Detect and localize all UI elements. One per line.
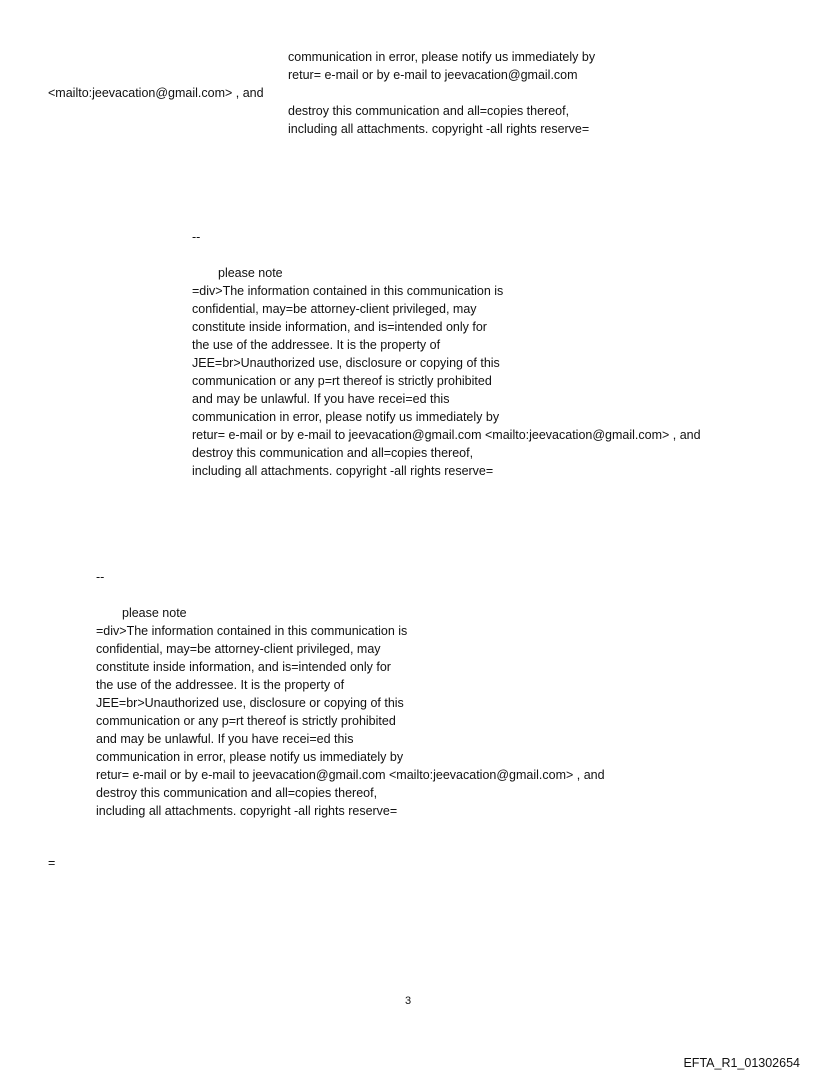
- block3-note: please note: [122, 606, 187, 620]
- block3-line: the use of the addressee. It is the property of: [96, 678, 345, 692]
- block3-line: retur= e-mail or by e-mail to jeevacation@gmail.com <mailto:jeevacation@gmail.com> , and: [96, 768, 605, 782]
- document-id: EFTA_R1_01302654: [683, 1056, 800, 1070]
- block2-line: confidential, may=be attorney-client privileged, may: [192, 302, 477, 316]
- block2-line: retur= e-mail or by e-mail to jeevacation@gmail.com <mailto:jeevacation@gmail.com> , and: [192, 428, 701, 442]
- block3-line: destroy this communication and all=copies thereof,: [96, 786, 378, 800]
- block3-line: communication in error, please notify us immediately by: [96, 750, 404, 764]
- block2-line: constitute inside information, and is=intended only for: [192, 320, 487, 334]
- block3-line: confidential, may=be attorney-client privileged, may: [96, 642, 381, 656]
- block2-body: [192, 282, 701, 480]
- block1-line-1: communication in error, please notify us immediately by: [288, 50, 596, 64]
- block3-line: including all attachments. copyright -all rights reserve=: [96, 804, 398, 818]
- block2-line: communication in error, please notify us immediately by: [192, 410, 500, 424]
- block1-line-4: including all attachments. copyright -all rights reserve=: [288, 122, 590, 136]
- block2-note: please note: [218, 266, 283, 280]
- block2-line: and may be unlawful. If you have recei=ed this: [192, 392, 450, 406]
- block3-line: communication or any p=rt thereof is strictly prohibited: [96, 714, 396, 728]
- block2-line: JEE=br>Unauthorized use, disclosure or copying of this: [192, 356, 500, 370]
- trailing-equals: =: [48, 856, 56, 870]
- page-number: 3: [404, 995, 412, 1007]
- block3-line: =div>The information contained in this communication is: [96, 624, 408, 638]
- block1-outdent-line: <mailto:jeevacation@gmail.com> , and: [48, 86, 264, 100]
- block3-line: JEE=br>Unauthorized use, disclosure or copying of this: [96, 696, 404, 710]
- block3-body: [96, 622, 605, 820]
- block1-line-2: retur= e-mail or by e-mail to jeevacation@gmail.com: [288, 68, 578, 82]
- block2-line: including all attachments. copyright -all rights reserve=: [192, 464, 494, 478]
- block2-separator: --: [192, 230, 201, 244]
- block2-line: the use of the addressee. It is the property of: [192, 338, 441, 352]
- block3-line: constitute inside information, and is=intended only for: [96, 660, 391, 674]
- block1-line-3: destroy this communication and all=copies thereof,: [288, 104, 570, 118]
- block2-line: communication or any p=rt thereof is strictly prohibited: [192, 374, 492, 388]
- block3-line: and may be unlawful. If you have recei=ed this: [96, 732, 354, 746]
- block3-separator: --: [96, 570, 105, 584]
- block2-line: =div>The information contained in this communication is: [192, 284, 504, 298]
- block2-line: destroy this communication and all=copies thereof,: [192, 446, 474, 460]
